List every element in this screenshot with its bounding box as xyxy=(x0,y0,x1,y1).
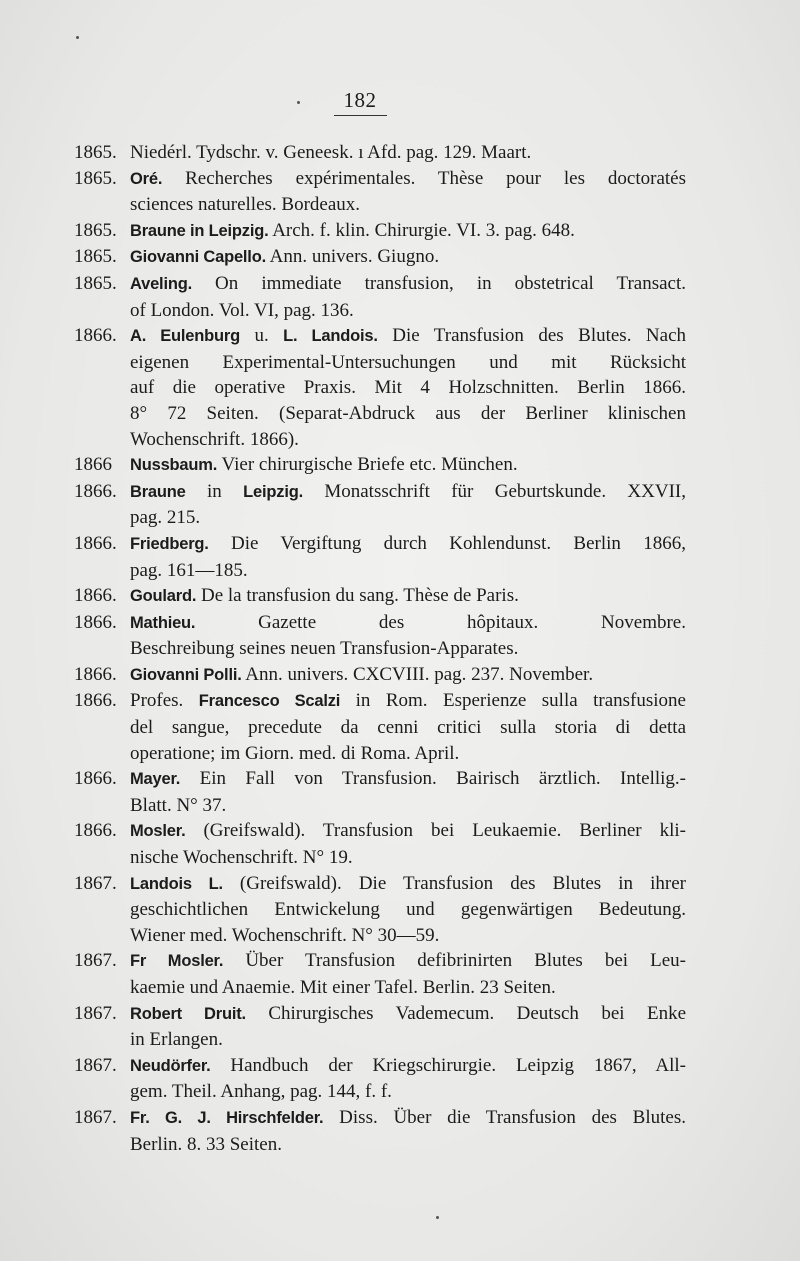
author-name: Neudörfer. xyxy=(130,1056,211,1075)
entry-line xyxy=(130,1105,686,1132)
citation-text: Chirurgisches Vademecum. Deutsch bei Enke xyxy=(245,1002,686,1024)
bibliography-entry xyxy=(74,140,686,166)
author-name: Giovanni Capello. xyxy=(130,248,266,267)
citation-text: operatione; im Giorn. med. di Roma. April. xyxy=(130,742,460,764)
citation-text: Blatt. N° 37. xyxy=(130,794,227,816)
author-name: Fr. G. J. Hirschfelder. xyxy=(130,1108,324,1127)
entry-line xyxy=(130,218,686,245)
entry-year: 1866. xyxy=(74,768,117,790)
citation-text: On immediate transfusion, in obstetrical Transact. xyxy=(191,272,686,294)
author-name: Braune xyxy=(130,482,186,501)
entry-line xyxy=(130,948,686,975)
citation-text: in Rom. Esperienze sulla transfusione xyxy=(340,690,686,712)
citation-text: Ann. univers. CXCVIII. pag. 237. November. xyxy=(241,663,594,685)
entry-year: 1865. xyxy=(74,272,117,294)
entry-line xyxy=(130,871,686,898)
citation-text: Berlin. 8. 33 Seiten. xyxy=(130,1133,282,1155)
entry-text xyxy=(130,818,686,870)
author-name: Braune in Leipzig. xyxy=(130,221,269,240)
entry-line xyxy=(130,271,686,298)
entry-line xyxy=(130,793,686,819)
author-name: Francesco Scalzi xyxy=(198,692,341,711)
entry-year: 1866. xyxy=(74,325,117,347)
entry-line xyxy=(130,505,686,531)
citation-text: De la transfusion du sang. Thèse de Paris. xyxy=(196,585,519,607)
author-name: Mathieu. xyxy=(130,613,196,632)
page-number: 182 xyxy=(334,88,387,116)
bibliography-entry xyxy=(74,610,686,662)
entry-text xyxy=(130,452,686,479)
citation-text: Niedérl. Tydschr. v. Geneesk. ı Afd. pag. 129. Maart. xyxy=(130,142,532,163)
entry-line xyxy=(130,192,686,218)
print-speck xyxy=(76,36,79,39)
entry-year: 1867. xyxy=(74,1106,117,1128)
entry-text xyxy=(130,583,686,610)
citation-text: Arch. f. klin. Chirurgie. VI. 3. pag. 648. xyxy=(268,219,575,241)
entry-line xyxy=(130,1132,686,1158)
entry-line xyxy=(130,1079,686,1105)
bibliography-entry xyxy=(74,583,686,610)
entry-year: 1867. xyxy=(74,950,117,972)
citation-text: pag. 161—185. xyxy=(130,559,248,581)
entry-text xyxy=(130,271,686,323)
entry-line xyxy=(130,688,686,715)
citation-text: Vier chirurgische Briefe etc. München. xyxy=(217,454,518,476)
citation-text: Die Transfusion des Blutes. Nach xyxy=(377,325,687,347)
entry-text xyxy=(130,662,686,689)
bibliography-entry xyxy=(74,166,686,218)
entry-text xyxy=(130,218,686,245)
citation-text: Handbuch der Kriegschirurgie. Leipzig 1867, All- xyxy=(210,1054,686,1076)
entry-year: 1867. xyxy=(74,1002,117,1024)
bibliography-entry xyxy=(74,1001,686,1053)
citation-text: u. xyxy=(239,325,284,347)
entry-line xyxy=(130,375,686,401)
entry-line xyxy=(130,401,686,427)
entry-text xyxy=(130,531,686,583)
entry-year: 1866. xyxy=(74,820,117,842)
bibliography-entry xyxy=(74,452,686,479)
entry-line xyxy=(130,166,686,193)
bibliography-entry xyxy=(74,818,686,870)
entry-line xyxy=(130,479,686,506)
citation-text: Wiener med. Wochenschrift. N° 30—59. xyxy=(130,924,440,946)
citation-text: (Greifswald). Transfusion bei Leukaemie. Berliner kli- xyxy=(185,820,686,842)
entry-line xyxy=(130,715,686,741)
citation-text: Diss. Über die Transfusion des Blutes. xyxy=(323,1106,686,1128)
entry-line xyxy=(130,741,686,767)
citation-text: Gazette des hôpitaux. Novembre. xyxy=(195,611,686,633)
author-name: A. Eulenburg xyxy=(130,327,240,346)
entry-text xyxy=(130,166,686,218)
bibliography-entry xyxy=(74,271,686,323)
entry-line xyxy=(130,583,686,610)
citation-text: Beschreibung seines neuen Transfusion-Apparates. xyxy=(130,638,519,660)
citation-text: geschichtlichen Entwickelung und gegenwärtigen Bedeutung. xyxy=(130,899,686,921)
bibliography-entry xyxy=(74,948,686,1000)
entry-text xyxy=(130,140,686,166)
entry-line xyxy=(130,975,686,1001)
entry-year: 1866 xyxy=(74,454,112,476)
entry-year: 1866. xyxy=(74,585,117,607)
entry-text xyxy=(130,244,686,271)
entry-text xyxy=(130,1053,686,1105)
entry-line xyxy=(130,452,686,479)
entry-text xyxy=(130,688,686,766)
entry-year: 1865. xyxy=(74,167,117,189)
author-name: Oré. xyxy=(130,169,163,188)
citation-text: Recherches expérimentales. Thèse pour les doctoratés xyxy=(162,167,686,189)
entry-year: 1867. xyxy=(74,872,117,894)
entry-year: 1865. xyxy=(74,246,117,268)
entry-line xyxy=(130,923,686,949)
entry-line xyxy=(130,818,686,845)
citation-text: 8° 72 Seiten. (Separat-Abdruck aus der Berliner klinischen xyxy=(130,402,686,424)
page-header xyxy=(300,88,420,116)
entry-line xyxy=(130,1027,686,1053)
entry-line xyxy=(130,897,686,923)
entry-line xyxy=(130,636,686,662)
entry-line xyxy=(130,350,686,376)
bibliography-entry xyxy=(74,1053,686,1105)
bibliography-entry xyxy=(74,662,686,689)
entry-line xyxy=(130,1053,686,1080)
author-name: Nussbaum. xyxy=(130,456,218,475)
author-name: Friedberg. xyxy=(130,534,209,553)
author-name: Mosler. xyxy=(130,822,186,841)
citation-text: Über Transfusion defibrinirten Blutes bei Leu- xyxy=(223,950,686,972)
author-name: Mayer. xyxy=(130,770,181,789)
bibliography-entry xyxy=(74,323,686,452)
citation-text: del sangue, precedute da cenni critici sulla storia di detta xyxy=(130,717,686,739)
citation-text: nische Wochenschrift. N° 19. xyxy=(130,847,353,869)
citation-text: of London. Vol. VI, pag. 136. xyxy=(130,299,354,321)
entry-line xyxy=(130,662,686,689)
citation-text: eigenen Experimental-Untersuchungen und mit Rücksicht xyxy=(130,351,686,373)
bibliography-entry xyxy=(74,218,686,245)
bibliography-entry xyxy=(74,688,686,766)
entry-text xyxy=(130,479,686,531)
entry-text xyxy=(130,1105,686,1157)
author-name: Goulard. xyxy=(130,587,197,606)
print-speck xyxy=(436,1216,439,1219)
citation-text: Wochenschrift. 1866). xyxy=(130,428,299,450)
entry-year: 1866. xyxy=(74,690,117,712)
citation-text: in Erlangen. xyxy=(130,1029,223,1051)
citation-text: gem. Theil. Anhang, pag. 144, f. f. xyxy=(130,1081,392,1103)
citation-text: kaemie und Anaemie. Mit einer Tafel. Berlin. 23 Seiten. xyxy=(130,977,556,998)
entry-line xyxy=(130,323,686,350)
entry-text xyxy=(130,948,686,1000)
bibliography-entry xyxy=(74,244,686,271)
entry-line xyxy=(130,531,686,558)
entry-line xyxy=(130,766,686,793)
author-name: Fr Mosler. xyxy=(130,952,224,971)
bibliography-entry xyxy=(74,479,686,531)
entry-line xyxy=(130,845,686,871)
entry-year: 1866. xyxy=(74,611,117,633)
entry-line xyxy=(130,427,686,453)
entry-text xyxy=(130,610,686,662)
bibliography-entry xyxy=(74,871,686,949)
author-name: Giovanni Polli. xyxy=(130,665,242,684)
entry-line xyxy=(130,558,686,584)
entry-year: 1866. xyxy=(74,663,117,685)
bibliography-entry xyxy=(74,766,686,818)
citation-text: Ann. univers. Giugno. xyxy=(265,246,440,268)
citation-text: Ein Fall von Transfusion. Bairisch ärztlich. Intellig.- xyxy=(180,768,686,790)
bibliography-entry xyxy=(74,531,686,583)
entry-year: 1865. xyxy=(74,142,117,163)
citation-text: (Greifswald). Die Transfusion des Blutes in ihrer xyxy=(222,872,686,894)
entry-text xyxy=(130,1001,686,1053)
entry-line xyxy=(130,298,686,324)
bibliography-list xyxy=(74,140,686,1157)
entry-line xyxy=(130,140,686,166)
entry-line xyxy=(130,244,686,271)
author-name: Landois L. xyxy=(130,874,223,893)
author-name: Leipzig. xyxy=(243,482,303,501)
entry-year: 1866. xyxy=(74,480,117,502)
entry-year: 1867. xyxy=(74,1054,117,1076)
citation-text: Profes. xyxy=(130,690,199,712)
citation-text: Die Vergiftung durch Kohlendunst. Berlin 1866, xyxy=(208,532,686,554)
entry-text xyxy=(130,766,686,818)
entry-text xyxy=(130,871,686,949)
citation-text: in xyxy=(185,480,244,502)
entry-line xyxy=(130,1001,686,1028)
entry-line xyxy=(130,610,686,637)
entry-year: 1866. xyxy=(74,532,117,554)
bibliography-entry xyxy=(74,1105,686,1157)
author-name: Aveling. xyxy=(130,274,192,293)
entry-text xyxy=(130,323,686,452)
citation-text: Monatsschrift für Geburtskunde. XXVII, xyxy=(302,480,686,502)
entry-year: 1865. xyxy=(74,219,117,241)
author-name: Robert Druit. xyxy=(130,1004,246,1023)
author-name: L. Landois. xyxy=(283,327,378,346)
citation-text: sciences naturelles. Bordeaux. xyxy=(130,194,361,216)
citation-text: pag. 215. xyxy=(130,507,201,529)
citation-text: auf die operative Praxis. Mit 4 Holzschnitten. Berlin 1866. xyxy=(130,377,686,399)
